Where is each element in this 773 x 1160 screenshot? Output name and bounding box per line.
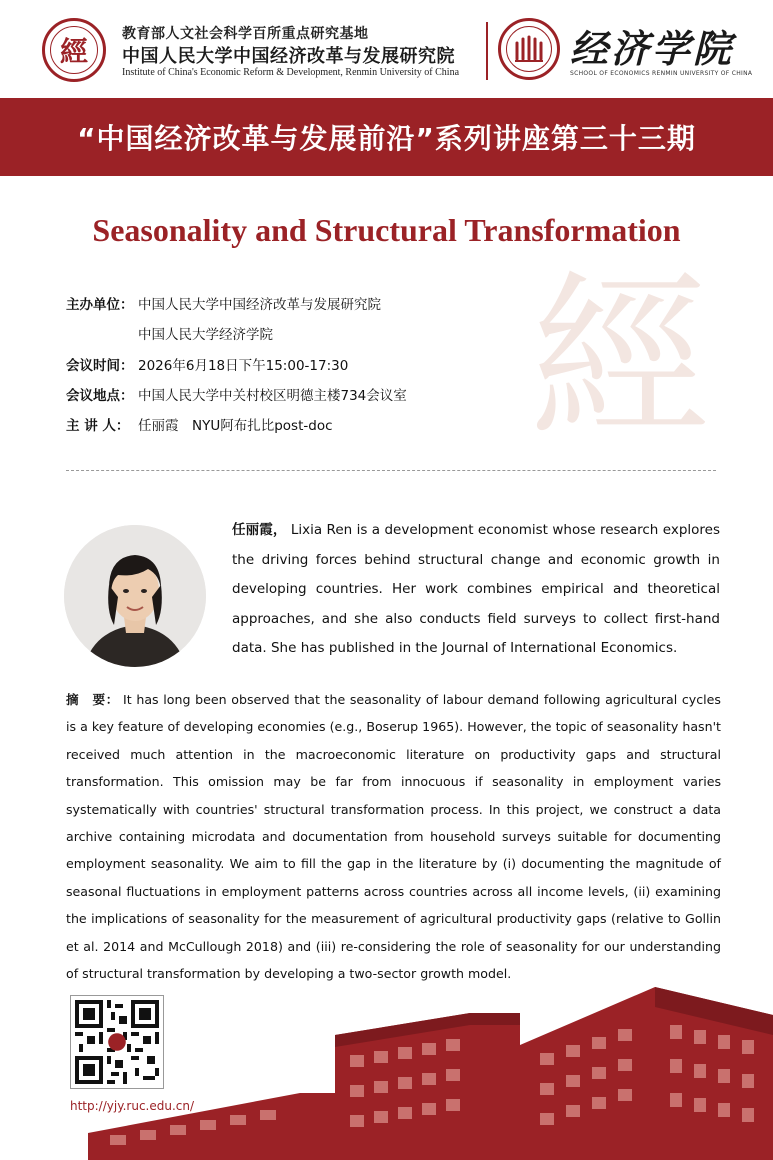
institute-logo (42, 18, 106, 82)
website-link[interactable]: http://yjy.ruc.edu.cn/ (70, 1099, 195, 1113)
speaker-value: 任丽霞 NYU阿布扎比post-doc (138, 418, 333, 434)
school-name-en: SCHOOL OF ECONOMICS RENMIN UNIVERSITY OF CHINA (570, 70, 753, 77)
organizer-label: 主办单位： (66, 297, 134, 313)
header-divider (486, 22, 488, 80)
qr-code[interactable] (70, 995, 164, 1089)
series-banner (0, 98, 773, 176)
speaker-portrait-icon (64, 525, 206, 667)
speaker-bio (232, 516, 720, 664)
bio-text: Lixia Ren is a development economist whose research explores the driving forces behind structural change and economic growth in developing countries. Her work combines empirical and theoretical approaches, and she also conducts field surveys to collect first-hand data. She has published in the Journal of International Economics. (232, 522, 720, 656)
organizer-value-2: 中国人民大学经济学院 (138, 327, 273, 343)
speaker-photo (64, 525, 206, 667)
series-title: “中国经济改革与发展前沿”系列讲座第三十三期 (77, 122, 696, 155)
qr-code-icon (71, 996, 163, 1088)
watermark-glyph: 經 (530, 255, 711, 464)
bio-speaker-name: 任丽霞， (232, 522, 287, 538)
school-logo (498, 18, 560, 80)
abstract (66, 686, 721, 987)
header-institute-name-en: Institute of China's Economic Reform & Development, Renmin University of China (122, 67, 460, 78)
abstract-label: 摘 要： (66, 692, 120, 707)
place-value: 中国人民大学中关村校区明德主楼734会议室 (138, 388, 407, 404)
school-logo-emblem-icon (509, 29, 549, 69)
time-value: 2026年6月18日下午15:00-17:30 (138, 358, 349, 374)
lecture-title: Seasonality and Structural Transformation (92, 212, 681, 248)
school-name-cn: 经济学院 (570, 26, 735, 71)
logo-left-glyph: 經 (59, 35, 88, 68)
abstract-text: It has long been observed that the seasonality of labour demand following agricultural cycles is a key feature of developing economies (e.g., Boserup 1965). However, the topic of seasonality hasn't received much attention in the macroeconomic literature on productivity gaps and structural transformation. This omission may be far from innocuous if seasonality in employment varies systematically with countries' structural transformation process. In this project, we construct a data archive containing microdata and documentation from household surveys suitable for documenting employment seasonality. We aim to fill the gap in the literature by (i) documenting the magnitude of seasonal fluctuations in employment patterns across countries across all income levels, (ii) examining the implications of seasonality for the measurement of agricultural productivity gaps (relative to Gollin et al. 2014 and McCullough 2018) and (iii) re-considering the role of seasonality for our understanding of structural transformation by developing a two-sector growth model. (66, 692, 721, 982)
section-divider (66, 470, 716, 471)
speaker-label: 主 讲 人： (66, 418, 130, 434)
header-institute-name: 中国人民大学中国经济改革与发展研究院 (122, 46, 455, 67)
organizer-value-1: 中国人民大学中国经济改革与发展研究院 (138, 297, 381, 313)
time-label: 会议时间： (66, 358, 134, 374)
place-label: 会议地点： (66, 388, 134, 404)
header-subtitle: 教育部人文社会科学百所重点研究基地 (122, 26, 369, 42)
